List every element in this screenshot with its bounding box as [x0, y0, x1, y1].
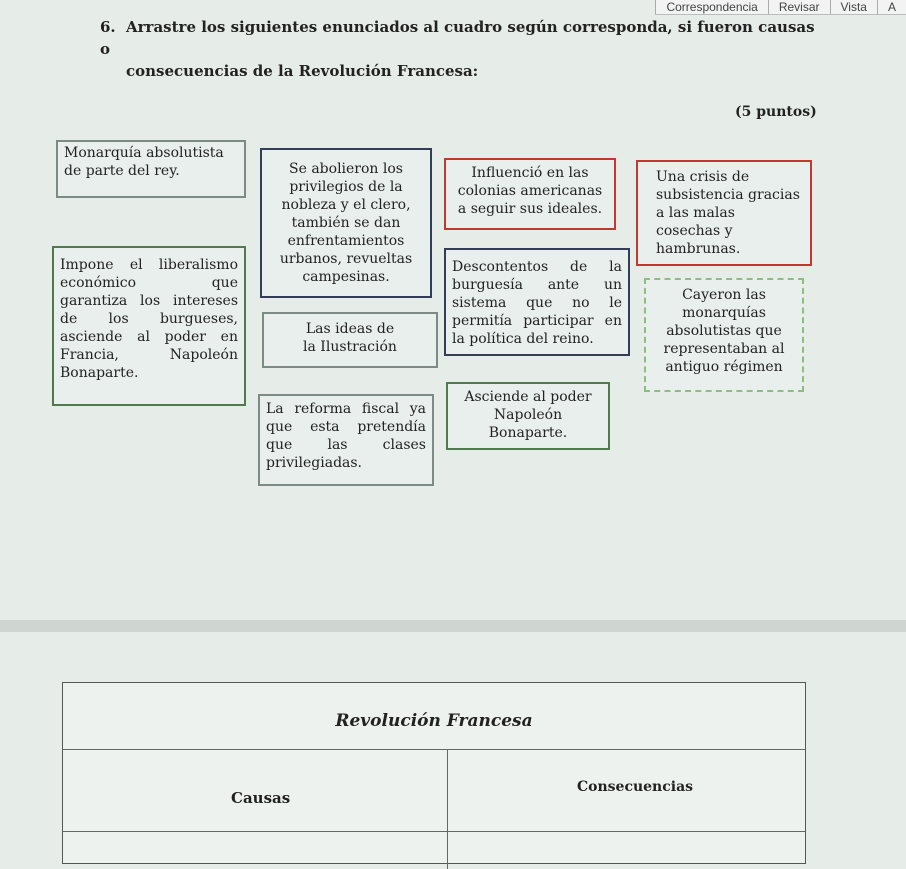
- card-reforma-text: La reforma fiscal ya que esta pretendía que las clases privilegiadas.: [266, 401, 426, 471]
- classification-table: [62, 682, 806, 864]
- card-monarquia-text: Monarquía absolutista de parte del rey.: [64, 145, 224, 179]
- card-cayeron[interactable]: [644, 278, 804, 392]
- question-text: [100, 16, 820, 82]
- card-descontentos-text: Descontentos de la burguesía ante un sistema que no le permitía participar en la política del reino.: [452, 259, 622, 347]
- table-divider-top: [63, 749, 805, 750]
- menu-item-revisar[interactable]: Revisar: [768, 0, 830, 14]
- points-label: (5 puntos): [735, 104, 817, 120]
- question-line1: Arrastre los siguientes enunciados al cuadro según corresponda, si fueron causas o: [100, 18, 815, 58]
- card-monarquia[interactable]: [56, 140, 246, 198]
- question-line2: consecuencias de la Revolución Francesa:: [126, 62, 479, 80]
- card-abolieron-text: Se abolieron los privilegios de la nobleza y el clero, también se dan enfrentamientos urbanos, revueltas campesinas.: [279, 161, 413, 285]
- drop-zone-consecuencias[interactable]: [448, 832, 805, 862]
- table-header-consecuencias: Consecuencias: [577, 779, 694, 795]
- section-divider: [0, 620, 906, 632]
- card-liberalismo-text: Impone el liberalismo económico que garantiza los intereses de los burgueses, asciende al poder en Francia, Napoleón Bonaparte.: [60, 257, 238, 381]
- menu-bar: [655, 0, 906, 15]
- question-number: 6.: [100, 18, 116, 36]
- card-crisis-text: Una crisis de subsistencia gracias a las malas cosechas y hambrunas.: [656, 169, 800, 257]
- card-influencio[interactable]: [444, 158, 616, 230]
- drop-zone-causas[interactable]: [63, 832, 447, 862]
- card-reforma[interactable]: [258, 394, 434, 486]
- card-ideas[interactable]: [262, 312, 438, 368]
- card-ideas-text: Las ideas de la Ilustración: [303, 321, 397, 355]
- card-influencio-text: Influenció en las colonias americanas a seguir sus ideales.: [457, 165, 603, 217]
- card-asciende-text: Asciende al poder Napoleón Bonaparte.: [464, 389, 592, 441]
- menu-item-correspondencia[interactable]: Correspondencia: [655, 0, 767, 14]
- card-liberalismo[interactable]: [52, 246, 246, 406]
- card-crisis[interactable]: [636, 160, 812, 266]
- table-title: Revolución Francesa: [335, 711, 533, 731]
- card-cayeron-text: Cayeron las monarquías absolutistas que representaban al antiguo régimen: [663, 287, 785, 375]
- table-header-causas: Causas: [231, 789, 291, 807]
- card-descontentos[interactable]: [444, 248, 630, 356]
- card-asciende[interactable]: [446, 382, 610, 450]
- card-abolieron[interactable]: [260, 148, 432, 298]
- menu-item-a[interactable]: A: [877, 0, 906, 14]
- menu-item-vista[interactable]: Vista: [830, 0, 877, 14]
